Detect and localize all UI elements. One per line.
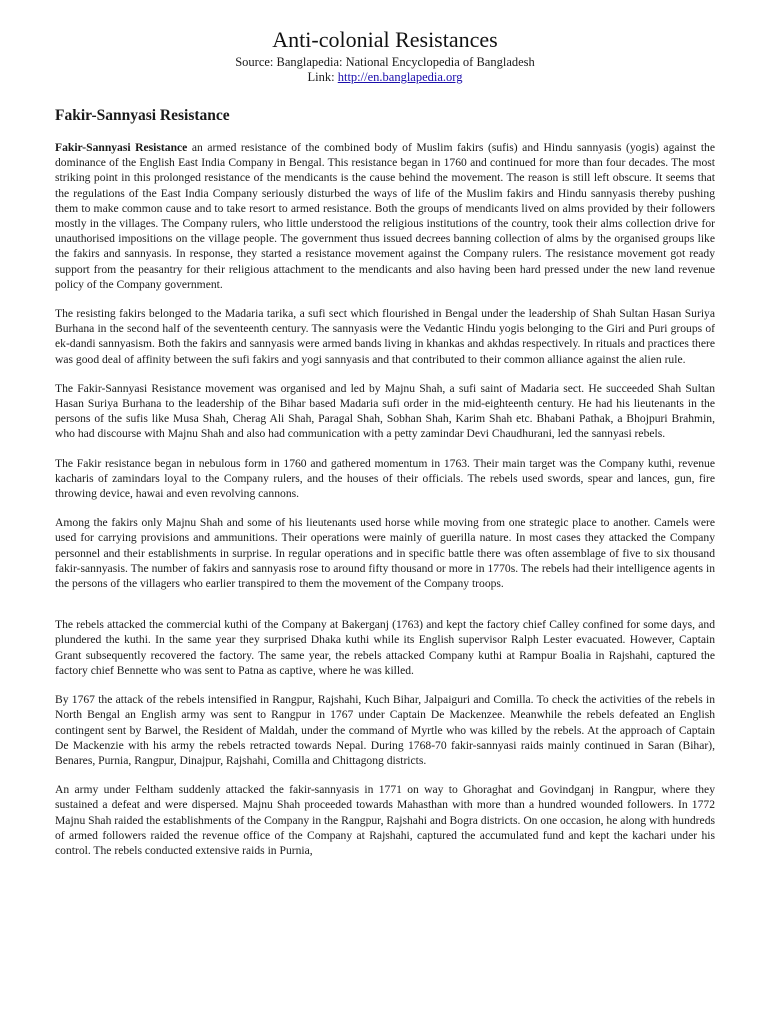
source-line: Source: Banglapedia: National Encyclopedia of Bangladesh — [235, 55, 535, 69]
document-title: Anti-colonial Resistances — [272, 27, 498, 52]
paragraph-lead-term: Fakir-Sannyasi Resistance — [55, 141, 188, 154]
paragraph-8: An army under Feltham suddenly attacked the fakir-sannyasis in 1771 on way to Ghoraghat and Govindganj in Rangpur, where they sustained a defeat and were dispersed. Majnu Shah proceeded towards Mahasthan with more than a hundred wounded followers. In 1772 Majnu Shah raided the establishments of the Company in the Rangpur, Rajshahi and Bogra districts. On one occasion, he along with hundreds of armed followers raided the revenue office of the Company at Rajshahi, captured the accumulated fund and kept the kachari under his control. The rebels conducted extensive raids in Purnia, — [55, 783, 715, 857]
link-prefix: Link: — [307, 70, 338, 84]
paragraph-5: Among the fakirs only Majnu Shah and some of his lieutenants used horse while moving from one strategic place to another. Camels were used for carrying provisions and ammunitions. Their operations were mainly of guerilla nature. In most cases they attacked the Company personnel and their establishments in surprise. In regular operations and in specific battle there was often assemblage of five to six thousand fakir-sannyasis. The number of fakirs and sannyasis rose to around fifty thousand or more in 1770s. The rebels had their intelligence agents in the persons of the villagers who earlier transpired to them the movement of the Company troops. — [55, 516, 715, 591]
banglapedia-link[interactable]: http://en.banglapedia.org — [337, 70, 463, 84]
paragraph-1-text: an armed resistance of the combined body of Muslim fakirs (sufis) and Hindu sannyasis (yogis) against the dominance of the English East India Company in Bengal. This resistance began in 1760 and continued for more than four decades. The most striking point in this prolonged resistance of the mendicants is the cause behind the movement. The reason is still left obscure. It seems that the regulations of the East India Company seriously disturbed the ways of life of the Muslim fakirs and Hindu sannyasis thereby pushing them to make common cause and to take resort to armed resistance. Both the groups of mendicants lived on alms provided by their followers mostly in the villages. The Company rulers, who little understood the religious institutions of the country, took their alms collection drive for unauthorised impositions on the village people. The government thus issued decrees banning collection of alms by the organised groups like the fakirs and sannyasis. In response, they started a resistance movement against the Company rulers. The resistance movement got ready support from the peasantry for their religious attachment to the mendicants and also having been hard pressed under the new land revenue policy of the Company government. — [55, 141, 716, 291]
paragraph-2: The resisting fakirs belonged to the Madaria tarika, a sufi sect which flourished in Bengal under the leadership of Shah Sultan Hasan Suriya Burhana in the second half of the seventeenth century. The sannyasis were the Vedantic Hindu yogis belonging to the Giri and Puri groups of ek-dandi sannyasism. Both the fakirs and sannyasis were armed bands living in khankas and akhdas respectively. In rituals and practices there was good deal of affinity between the sufi fakirs and yogi sannyasis and that contributed to their common alliance against the alien rule. — [55, 307, 715, 366]
section-heading: Fakir-Sannyasi Resistance — [55, 107, 230, 124]
link-line — [55, 70, 715, 85]
paragraph-1 — [55, 140, 715, 292]
paragraph-7: By 1767 the attack of the rebels intensified in Rangpur, Rajshahi, Kuch Bihar, Jalpaiguri and Comilla. To check the activities of the rebels in North Bengal an English army was sent to Rangpur in 1767 under Captain De Mackenzee. Meanwhile the rebels defeated an English contingent sent by Barwel, the Resident of Maldah, under the command of Myrtle who was killed by the rebels. At the approach of Captain De Mackenzie with his army the rebels retracted towards Nepal. During 1768-70 fakir-sannyasi raids mainly continued in Saran (Bihar), Benares, Purnia, Rangpur, Dinajpur, Rajshahi, Comilla and Chittagong districts. — [55, 693, 715, 767]
paragraph-4: The Fakir resistance began in nebulous form in 1760 and gathered momentum in 1763. Their main target was the Company kuthi, revenue kacharis of zamindars loyal to the Company rulers, and the houses of their officials. The rebels used swords, spear and lances, gun, fire throwing device, hawai and even revolving cannons. — [55, 456, 715, 501]
paragraph-6: The rebels attacked the commercial kuthi of the Company at Bakerganj (1763) and kept the factory chief Calley confined for some days, and plundered the kuthi. In the same year they surprised Dhaka kuthi while its English supervisor Ralph Lester evacuated. However, Captain Grant subsequently recovered the factory. The same year, the rebels attacked Company kuthi at Rampur Boalia in Rajshahi, captured the factory chief Bennette who was sent to Patna as captive, where he was killed. — [55, 618, 715, 677]
paragraph-3: The Fakir-Sannyasi Resistance movement was organised and led by Majnu Shah, a sufi saint of Madaria sect. He succeeded Shah Sultan Hasan Suriya Burhana to the leadership of the Bihar based Madaria sufi order in the mid-eighteenth century. He had his lieutenants in the persons of the sufis like Musa Shah, Cherag Ali Shah, Paragal Shah, Sobhan Shah, Karim Shah etc. Bhabani Pathak, a Bhojpuri Brahmin, who had discourse with Majnu Shah and also had communication with a petty zamindar Devi Chaudhurani, led the sannyasi rebels. — [55, 381, 715, 441]
